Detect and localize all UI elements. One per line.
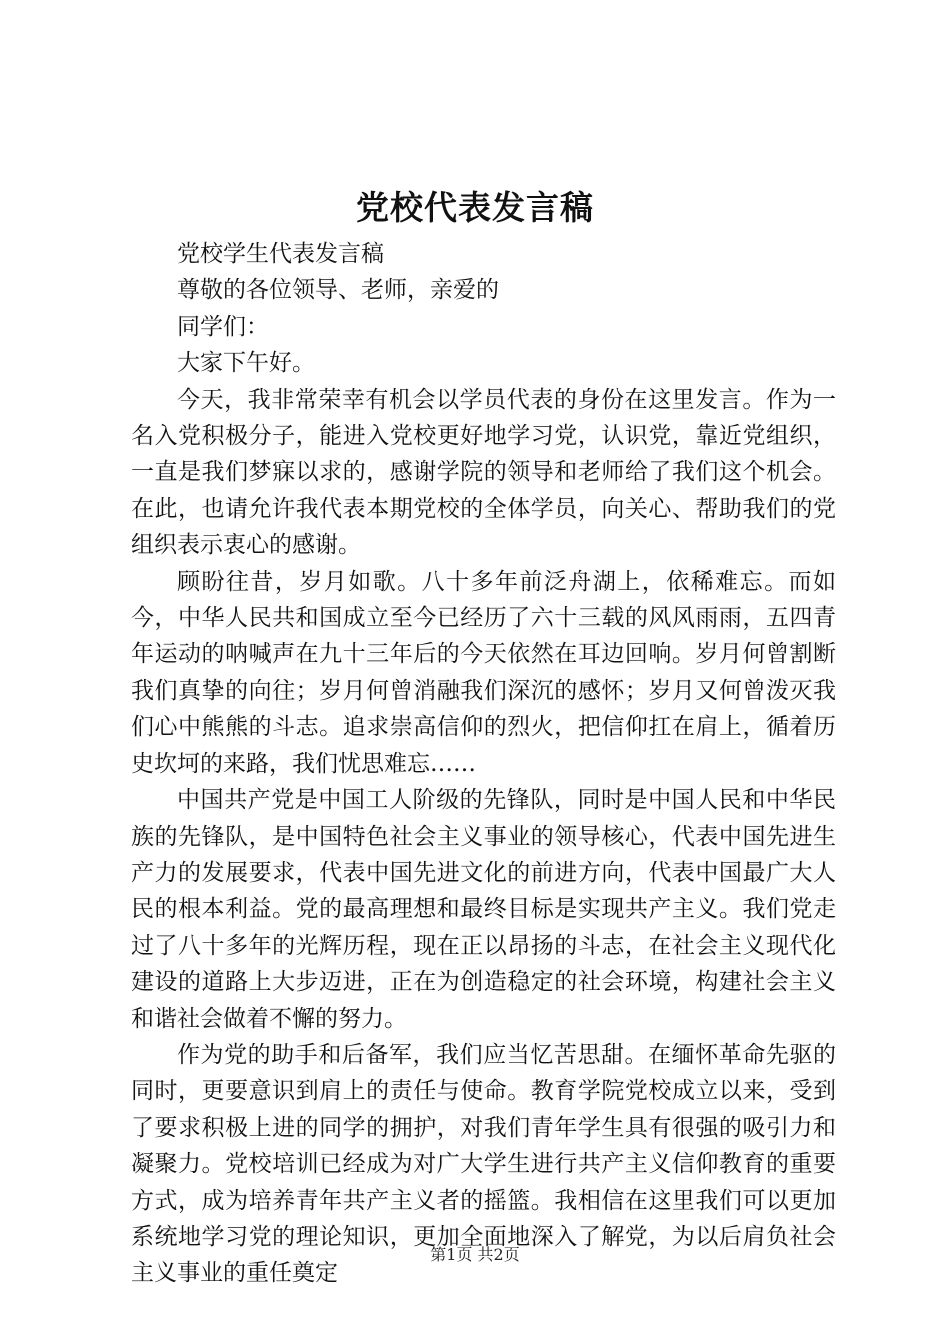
paragraph-body: 中国共产党是中国工人阶级的先锋队，同时是中国人民和中华民族的先锋队，是中国特色社会主义事业的领导核心，代表中国先进生产力的发展要求，代表中国先进文化的前进方向，代表中国最广大人民的根本利益。党的最高理想和最终目标是实现共产主义。我们党走过了八十多年的光辉历程，现在正以昂扬的斗志，在社会主义现代化建设的道路上大步迈进，正在为创造稳定的社会环境，构建社会主义和谐社会做着不懈的努力。	[131, 787, 836, 1032]
paragraph-body: 作为党的助手和后备军，我们应当忆苦思甜。在缅怀革命先驱的同时，更要意识到肩上的责任与使命。教育学院党校成立以来，受到了要求积极上进的同学的拥护，对我们青年学生具有很强的吸引力和凝聚力。党校培训已经成为对广大学生进行共产主义信仰教育的重要方式，成为培养青年共产主义者的摇篮。我相信在这里我们可以更加系统地学习党的理论知识，更加全面地深入了解党，为以后肩负社会主义事业的重任奠定	[131, 1041, 836, 1287]
paragraph-salutation: 尊敬的各位领导、老师，亲爱的	[177, 277, 499, 304]
paragraph-heading: 党校学生代表发言稿	[177, 241, 384, 267]
page-number: 第1页 共2页	[430, 1245, 520, 1264]
document-title: 党校代表发言稿	[356, 188, 594, 227]
paragraph-body: 今天，我非常荣幸有机会以学员代表的身份在这里发言。作为一名入党积极分子，能进入党校更好地学习党，认识党，靠近党组织，一直是我们梦寐以求的，感谢学院的领导和老师给了我们这个机会。在此，也请允许我代表本期党校的全体学员，向关心、帮助我们的党组织表示衷心的感谢。	[131, 386, 836, 559]
paragraph-body: 顾盼往昔，岁月如歌。八十多年前泛舟湖上，依稀难忘。而如今，中华人民共和国成立至今已经历了六十三载的风风雨雨，五四青年运动的呐喊声在九十三年后的今天依然在耳边回响。岁月何曾割断我们真挚的向往；岁月何曾消融我们深沉的感怀；岁月又何曾泼灭我们心中熊熊的斗志。追求崇高信仰的烈火，把信仰扛在肩上，循着历史坎坷的来路，我们忧思难忘……	[131, 568, 836, 777]
paragraph-salutation-cont: 同学们：	[177, 313, 269, 340]
paragraph-greeting: 大家下午好。	[177, 350, 315, 377]
document-body	[131, 236, 836, 1292]
